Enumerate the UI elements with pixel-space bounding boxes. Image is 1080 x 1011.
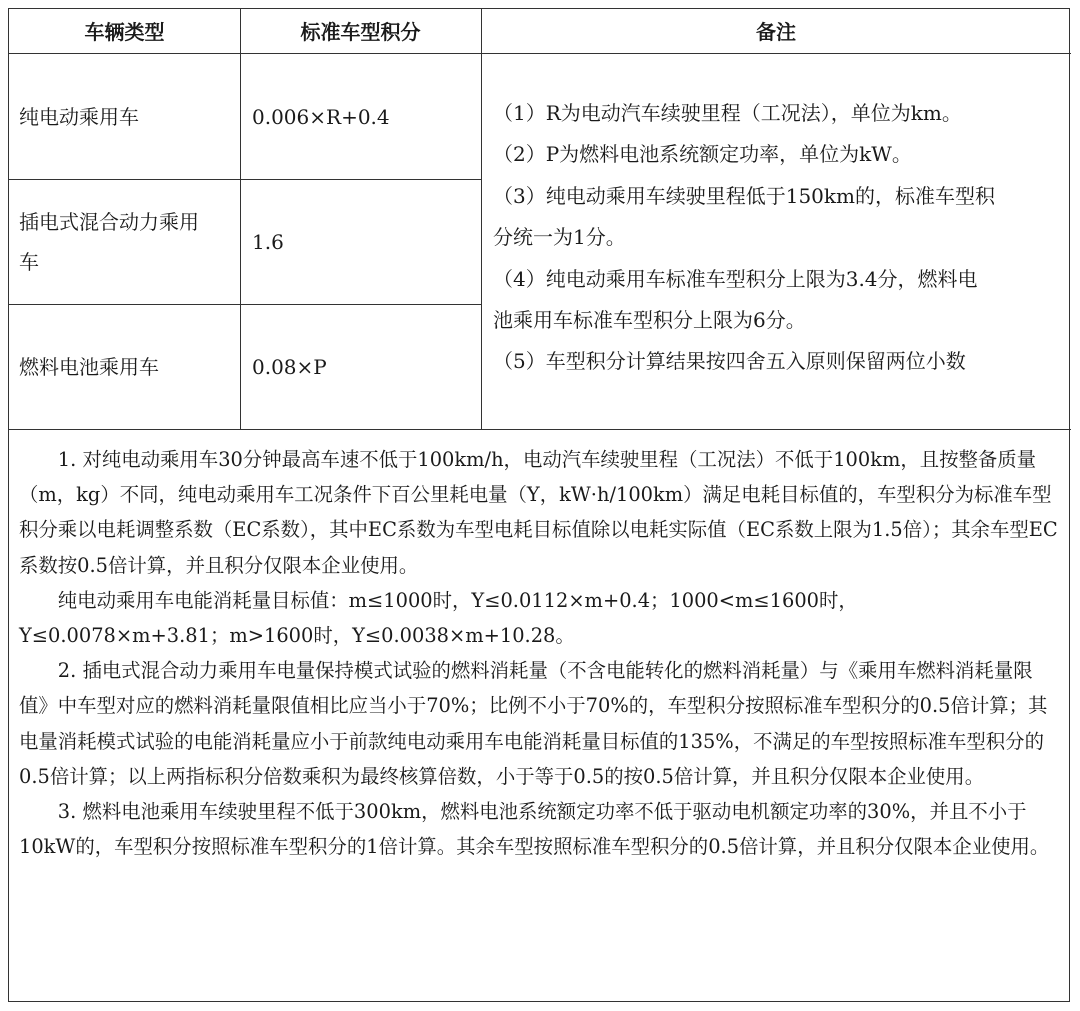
table-bottom-divider [9,429,1071,430]
row-phev-type [9,180,240,304]
row-phev-type-line2: 车 [19,250,39,274]
footnotes-cell [9,437,1071,864]
row-fcev-score: 0.08×P [252,355,327,379]
row-fcev-type: 燃料电池乘用车 [19,355,159,379]
remark-line: 分统一为1分。 [493,225,626,250]
footnote-1-targets: 纯电动乘用车电能消耗量目标值：m≤1000时，Y≤0.0112×m+0.4；1000<m≤1600时，Y≤0.0078×m+3.81；m>1600时，Y≤0.0038×m+10.28。 [19,588,858,648]
footnote-2: 2. 插电式混合动力乘用车电量保持模式试验的燃料消耗量（不含电能转化的燃料消耗量）与《乘用车燃料消耗量限值》中车型对应的燃料消耗量限值相比应当小于70%；比例不小于70%的，车型积分按照标准车型积分的0.5倍计算；其电量消耗模式试验的电能消耗量应小于前款纯电动乘用车电能消耗量目标值的135%，不满足的车型按照标准车型积分的0.5倍计算；以上两指标积分倍数乘积为最终核算倍数，小于等于0.5的按0.5倍计算，并且积分仅限本企业使用。 [19,659,1048,788]
header-standard-score: 标准车型积分 [300,19,421,44]
remarks-cell [493,93,1063,383]
col2-divider [481,9,482,429]
header-remarks: 备注 [756,19,796,44]
remark-line: （4）纯电动乘用车标准车型积分上限为3.4分，燃料电 [493,266,978,291]
credit-table-document [8,8,1070,1002]
row-bev-score: 0.006×R+0.4 [252,104,390,129]
remark-line: （3）纯电动乘用车续驶里程低于150km的，标准车型积 [493,183,995,208]
remark-line: （2）P为燃料电池系统额定功率，单位为kW。 [493,142,912,167]
row-bev-type: 纯电动乘用车 [19,104,139,129]
remark-line: （5）车型积分计算结果按四舍五入原则保留两位小数 [493,349,966,374]
footnote-1: 1. 对纯电动乘用车30分钟最高车速不低于100km/h，电动汽车续驶里程（工况法）不低于100km，且按整备质量（m，kg）不同，纯电动乘用车工况条件下百公里耗电量（Y，kW·h/100km）满足电耗目标值的，车型积分为标准车型积分乘以电耗调整系数（EC系数），其中EC系数为车型电耗目标值除以电耗实际值（EC系数上限为1.5倍）；其余车型EC系数按0.5倍计算，并且积分仅限本企业使用。 [19,448,1058,577]
remark-line: 池乘用车标准车型积分上限为6分。 [493,308,806,333]
header-vehicle-type: 车辆类型 [84,19,165,44]
footnote-3: 3. 燃料电池乘用车续驶里程不低于300km，燃料电池系统额定功率不低于驱动电机额定功率的30%，并且不小于10kW的，车型积分按照标准车型积分的1倍计算。其余车型按照标准车型积分的0.5倍计算，并且积分仅限本企业使用。 [19,800,1050,859]
row-phev-score: 1.6 [252,230,284,254]
remark-line: （1）R为电动汽车续驶里程（工况法），单位为km。 [493,101,962,125]
row-phev-type-line1: 插电式混合动力乘用 [19,210,199,234]
